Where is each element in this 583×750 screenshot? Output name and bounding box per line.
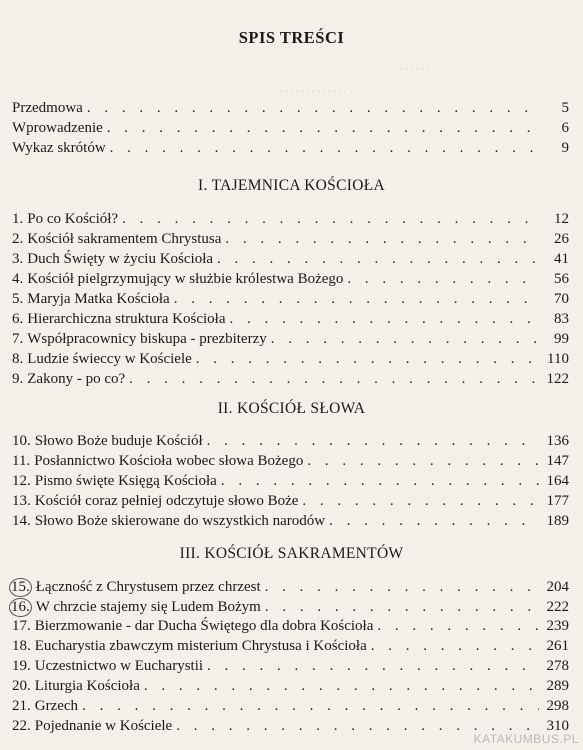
- entry-page: 6: [561, 120, 569, 136]
- entry-number: 5.: [12, 291, 24, 307]
- entry-page: 99: [554, 331, 569, 347]
- entry-title: Łączność z Chrystusem przez chrzest: [35, 579, 261, 595]
- entry-title: Bierzmowanie - dar Ducha Świętego dla dobra Kościoła: [34, 618, 374, 634]
- entry-page: 122: [546, 371, 569, 387]
- toc-entry[interactable]: [12, 351, 569, 371]
- entry-page: 261: [546, 638, 569, 654]
- entry-page: 222: [546, 599, 569, 615]
- entry-title: Słowo Boże skierowane do wszystkich narodów: [34, 513, 326, 529]
- entry-title: Słowo Boże buduje Kościół: [34, 433, 203, 449]
- entry-title: Kościół pielgrzymujący w służbie królestwa Bożego: [27, 271, 344, 287]
- dot-leader: [129, 371, 539, 388]
- entry-number: 18.: [12, 638, 31, 654]
- entry-title: Pojednanie w Kościele: [34, 718, 173, 734]
- entry-page: 298: [546, 698, 569, 714]
- entry-title: Współpracownicy biskupa - prezbiterzy: [27, 331, 267, 347]
- entry-number: 20.: [12, 678, 31, 694]
- toc-entry[interactable]: [12, 698, 569, 718]
- dot-leader: [225, 231, 539, 248]
- entry-page: 26: [554, 231, 569, 247]
- dot-leader: [329, 513, 539, 530]
- entry-title: Posłannictwo Kościoła wobec słowa Bożego: [34, 453, 304, 469]
- bleed-through-text: · · · · · ·: [400, 64, 430, 74]
- toc-entry[interactable]: [12, 473, 569, 493]
- entry-page: 164: [546, 473, 569, 489]
- entry-page: 189: [546, 513, 569, 529]
- entry-number: 19.: [12, 658, 31, 674]
- dot-leader: [377, 618, 539, 635]
- entry-page: 177: [546, 493, 569, 509]
- entry-page: 5: [561, 100, 569, 116]
- dot-leader: [144, 678, 539, 695]
- entry-page: 136: [546, 433, 569, 449]
- dot-leader: [271, 331, 539, 348]
- entry-number: 15.: [11, 579, 30, 595]
- entry-title: Hierarchiczna struktura Kościoła: [27, 311, 226, 327]
- dot-leader: [207, 658, 539, 675]
- dot-leader: [371, 638, 539, 655]
- dot-leader: [307, 453, 539, 470]
- dot-leader: [110, 140, 539, 157]
- entry-title: Liturgia Kościoła: [34, 678, 140, 694]
- toc-entry[interactable]: [12, 678, 569, 698]
- entry-page: 278: [546, 658, 569, 674]
- dot-leader: [347, 271, 539, 288]
- entry-number: 14.: [12, 513, 31, 529]
- toc-entry[interactable]: [12, 211, 569, 231]
- entry-number: 2.: [12, 231, 24, 247]
- dot-leader: [122, 211, 539, 228]
- entry-number: 1.: [12, 211, 24, 227]
- dot-leader: [230, 311, 540, 328]
- entry-page: 70: [554, 291, 569, 307]
- entry-page: 204: [546, 579, 569, 595]
- entry-number: 7.: [12, 331, 24, 347]
- section-heading: III. KOŚCIÓŁ SAKRAMENTÓW: [179, 545, 404, 562]
- entry-title: Wykaz skrótów: [12, 140, 106, 156]
- bleed-through-text: · · · · · · · · · · · · ·: [280, 86, 346, 96]
- entry-number: 6.: [12, 311, 24, 327]
- dot-leader: [207, 433, 539, 450]
- dot-leader: [302, 493, 539, 510]
- toc-entry[interactable]: [12, 578, 569, 598]
- toc-entry[interactable]: [12, 598, 569, 618]
- entry-title: Grzech: [34, 698, 79, 714]
- toc-entry[interactable]: [12, 140, 569, 160]
- watermark: KATAKUMBUS.PL: [473, 732, 579, 746]
- toc-entry[interactable]: [12, 371, 569, 391]
- entry-number: 4.: [12, 271, 24, 287]
- entry-title: Wprowadzenie: [12, 120, 103, 136]
- page-title: SPIS TREŚCI: [238, 28, 345, 47]
- entry-page: 147: [546, 453, 569, 469]
- entry-title: Po co Kościół?: [27, 211, 119, 227]
- entry-number: 12.: [12, 473, 31, 489]
- dot-leader: [174, 291, 539, 308]
- entry-page: 9: [561, 140, 569, 156]
- entry-title: Uczestnictwo w Eucharystii: [34, 658, 204, 674]
- entry-number: 17.: [12, 618, 31, 634]
- entry-page: 12: [554, 211, 569, 227]
- entry-title: Eucharystia zbawczym misterium Chrystusa i Kościoła: [34, 638, 367, 654]
- toc-entry[interactable]: [12, 433, 569, 453]
- toc-entry[interactable]: [12, 453, 569, 473]
- entry-title: Ludzie świeccy w Kościele: [27, 351, 192, 367]
- entry-number: 16.: [11, 599, 30, 615]
- section-heading: II. KOŚCIÓŁ SŁOWA: [217, 400, 366, 417]
- toc-entry[interactable]: [12, 493, 569, 513]
- entry-page: 110: [547, 351, 569, 367]
- toc-entry[interactable]: [12, 271, 569, 291]
- toc-entry[interactable]: [12, 618, 569, 638]
- toc-entry[interactable]: [12, 331, 569, 351]
- entry-number: 8.: [12, 351, 24, 367]
- entry-page: 83: [554, 311, 569, 327]
- toc-entry[interactable]: [12, 638, 569, 658]
- toc-entry[interactable]: [12, 120, 569, 140]
- entry-number: 3.: [12, 251, 24, 267]
- toc-entry[interactable]: [12, 513, 569, 533]
- entry-title: Pismo święte Księgą Kościoła: [34, 473, 217, 489]
- entry-title: Kościół sakramentem Chrystusa: [27, 231, 222, 247]
- toc-entry[interactable]: [12, 291, 569, 311]
- entry-number: 10.: [12, 433, 31, 449]
- entry-number: 22.: [12, 718, 31, 734]
- dot-leader: [265, 579, 539, 596]
- entry-number: 9.: [12, 371, 24, 387]
- entry-title: Maryja Matka Kościoła: [27, 291, 170, 307]
- dot-leader: [82, 698, 539, 715]
- entry-number: 13.: [12, 493, 31, 509]
- toc-entry[interactable]: [12, 658, 569, 678]
- entry-title: Duch Święty w życiu Kościoła: [27, 251, 214, 267]
- entry-number: 21.: [12, 698, 31, 714]
- entry-page: 41: [554, 251, 569, 267]
- entry-page: 310: [546, 718, 569, 734]
- dot-leader: [217, 251, 539, 268]
- dot-leader: [196, 351, 539, 368]
- entry-page: 239: [546, 618, 569, 634]
- dot-leader: [221, 473, 539, 490]
- toc-entry[interactable]: [12, 251, 569, 271]
- entry-page: 289: [546, 678, 569, 694]
- section-heading: I. TAJEMNICA KOŚCIOŁA: [198, 177, 385, 194]
- toc-entry[interactable]: [12, 311, 569, 331]
- entry-title: W chrzcie stajemy się Ludem Bożym: [35, 599, 261, 615]
- entry-title: Przedmowa: [12, 100, 83, 116]
- dot-leader: [107, 120, 539, 137]
- dot-leader: [265, 599, 539, 616]
- entry-title: Kościół coraz pełniej odczytuje słowo Boże: [34, 493, 299, 509]
- entry-page: 56: [554, 271, 569, 287]
- entry-title: Zakony - po co?: [27, 371, 126, 387]
- toc-entry[interactable]: [12, 231, 569, 251]
- dot-leader: [87, 100, 539, 117]
- entry-number: 11.: [12, 453, 31, 469]
- toc-entry[interactable]: [12, 100, 569, 120]
